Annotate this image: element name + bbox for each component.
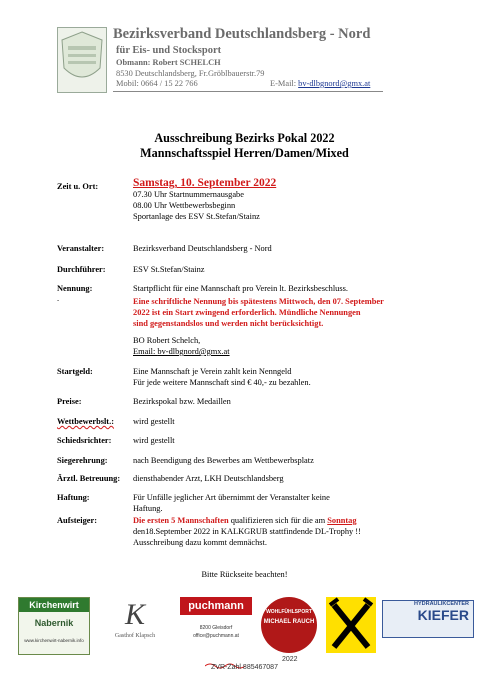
nennung-red1: Eine schriftliche Nennung bis spätestens Mittwoch, den 07. September: [133, 297, 384, 306]
label-haftung: Haftung:: [57, 493, 90, 502]
puchmann-email: office@puchmann.at: [193, 633, 239, 639]
nennung-contact: BO Robert Schelch,: [133, 336, 201, 345]
doc-title-line2: Mannschaftsspiel Herren/Damen/Mixed: [140, 146, 349, 160]
nennung-email-link[interactable]: bv-dlbgnord@gmx.at: [157, 347, 230, 356]
sponsor-kirchenwirt-logo: [18, 597, 90, 655]
nennung-dot: .: [57, 294, 60, 303]
sponsor-kiefer-logo: [382, 600, 474, 638]
rauch-line2: MICHAEL RAUCH: [263, 619, 315, 625]
kiefer-line1: HYDRAULIKCENTER: [414, 601, 469, 607]
event-date: Samstag, 10. September 2022: [133, 177, 277, 189]
schiedsrichter-value: wird gestellt: [133, 436, 175, 445]
org-logo: [57, 27, 107, 93]
org-subtitle: für Eis- und Stocksport: [116, 45, 222, 56]
zeit-line2: 08.00 Uhr Wettbewerbsbeginn: [133, 201, 236, 210]
sponsor-rauch-logo: [258, 597, 320, 653]
durchfuehrer-value: ESV St.Stefan/Stainz: [133, 265, 205, 274]
kirchenwirt-name: Nabernik: [34, 618, 74, 628]
aufsteiger-sonntag: Sonntag: [327, 516, 357, 525]
kirchenwirt-title: Kirchenwirt: [19, 598, 89, 612]
org-phone: Mobil: 0664 / 15 22 766: [116, 79, 198, 88]
label-aufsteiger: Aufsteiger:: [57, 516, 97, 525]
kiefer-line2: KIEFER: [417, 607, 469, 623]
aerztl-value: diensthabender Arzt, LKH Deutschlandsberg: [133, 474, 284, 483]
nennung-email-label: Email:: [133, 347, 158, 356]
startgeld-line2: Für jede weitere Mannschaft sind € 40,- zu bezahlen.: [133, 378, 311, 387]
org-email-label: E-Mail:: [270, 79, 299, 88]
org-address: 8530 Deutschlandsberg, Fr.Gröblbauerstr.79: [116, 69, 265, 78]
puchmann-city: 8200 Gleisdorf: [199, 625, 233, 631]
label-wettbewerbslt: Wettbewerbslt.:: [57, 417, 114, 426]
label-startgeld: Startgeld:: [57, 367, 93, 376]
org-email-link[interactable]: bv-dlbgnord@gmx.at: [298, 79, 371, 88]
nennung-red3: sind gegenstandslos und werden nicht berücksichtigt.: [133, 319, 324, 328]
bottom-year: 2022: [282, 656, 298, 663]
wettbewerbslt-value: wird gestellt: [133, 417, 175, 426]
aufsteiger-mid: qualifizieren sich für die am: [228, 516, 328, 525]
label-durchfuehrer: Durchführer:: [57, 265, 106, 274]
aufsteiger-line2: den18.September 2022 in KALKGRUB stattfindende DL-Trophy !!: [133, 527, 361, 536]
label-veranstalter: Veranstalter:: [57, 244, 105, 253]
sponsor-klapsch-logo: [100, 597, 170, 653]
sponsor-puchmann-logo: [180, 597, 252, 653]
klapsch-k: K: [124, 598, 145, 631]
haftung-line2: Haftung.: [133, 504, 163, 513]
bottom-zvr: ZVR-Zahl 885467087: [211, 664, 278, 671]
nennung-email-line: [133, 347, 230, 358]
sponsor-raiffeisen-logo: [326, 597, 376, 653]
label-schiedsrichter: Schiedsrichter:: [57, 436, 112, 445]
siegerehrung-value: nach Beendigung des Bewerbes am Wettbewerbsplatz: [133, 456, 314, 465]
rauch-line1: WOHLFÜHLSPORT: [266, 609, 312, 615]
label-zeit: Zeit u. Ort:: [57, 182, 99, 191]
puchmann-title: puchmann: [180, 597, 252, 615]
kirchenwirt-url: www.kirchenwirt-nabernik.info: [24, 638, 84, 643]
doc-title-line1: Ausschreibung Bezirks Pokal 2022: [154, 131, 335, 145]
nennung-red2: 2022 ist ein Start zwingend erforderlich. Mündliche Nennungen: [133, 308, 361, 317]
aufsteiger-line1: [133, 516, 357, 527]
startgeld-line1: Eine Mannschaft je Verein zahlt kein Nenngeld: [133, 367, 292, 376]
label-siegerehrung: Siegerehrung:: [57, 456, 108, 465]
label-aerztl: Ärztl. Betreuung:: [57, 474, 121, 483]
aufsteiger-line3: Ausschreibung dazu kommt demnächst.: [133, 538, 267, 547]
label-nennung: Nennung:: [57, 284, 93, 293]
zeit-line1: 07.30 Uhr Startnummernausgabe: [133, 190, 244, 199]
preise-value: Bezirkspokal bzw. Medaillen: [133, 397, 231, 406]
label-preise: Preise:: [57, 397, 82, 406]
org-email-line: [270, 79, 370, 88]
nennung-line1: Startpflicht für eine Mannschaft pro Verein lt. Bezirksbeschluss.: [133, 284, 348, 293]
org-name: Bezirksverband Deutschlandsberg - Nord: [113, 26, 371, 42]
klapsch-name: Gasthof Klapsch: [114, 633, 156, 639]
header-divider: [113, 91, 383, 92]
haftung-line1: Für Unfälle jeglicher Art übernimmt der Veranstalter keine: [133, 493, 330, 502]
aufsteiger-red: Die ersten 5 Mannschaften: [133, 516, 229, 525]
org-obmann: Obmann: Robert SCHELCH: [116, 58, 221, 67]
zeit-line3: Sportanlage des ESV St.Stefan/Stainz: [133, 212, 260, 221]
veranstalter-value: Bezirksverband Deutschlandsberg - Nord: [133, 244, 272, 253]
footer-note: Bitte Rückseite beachten!: [201, 570, 288, 579]
